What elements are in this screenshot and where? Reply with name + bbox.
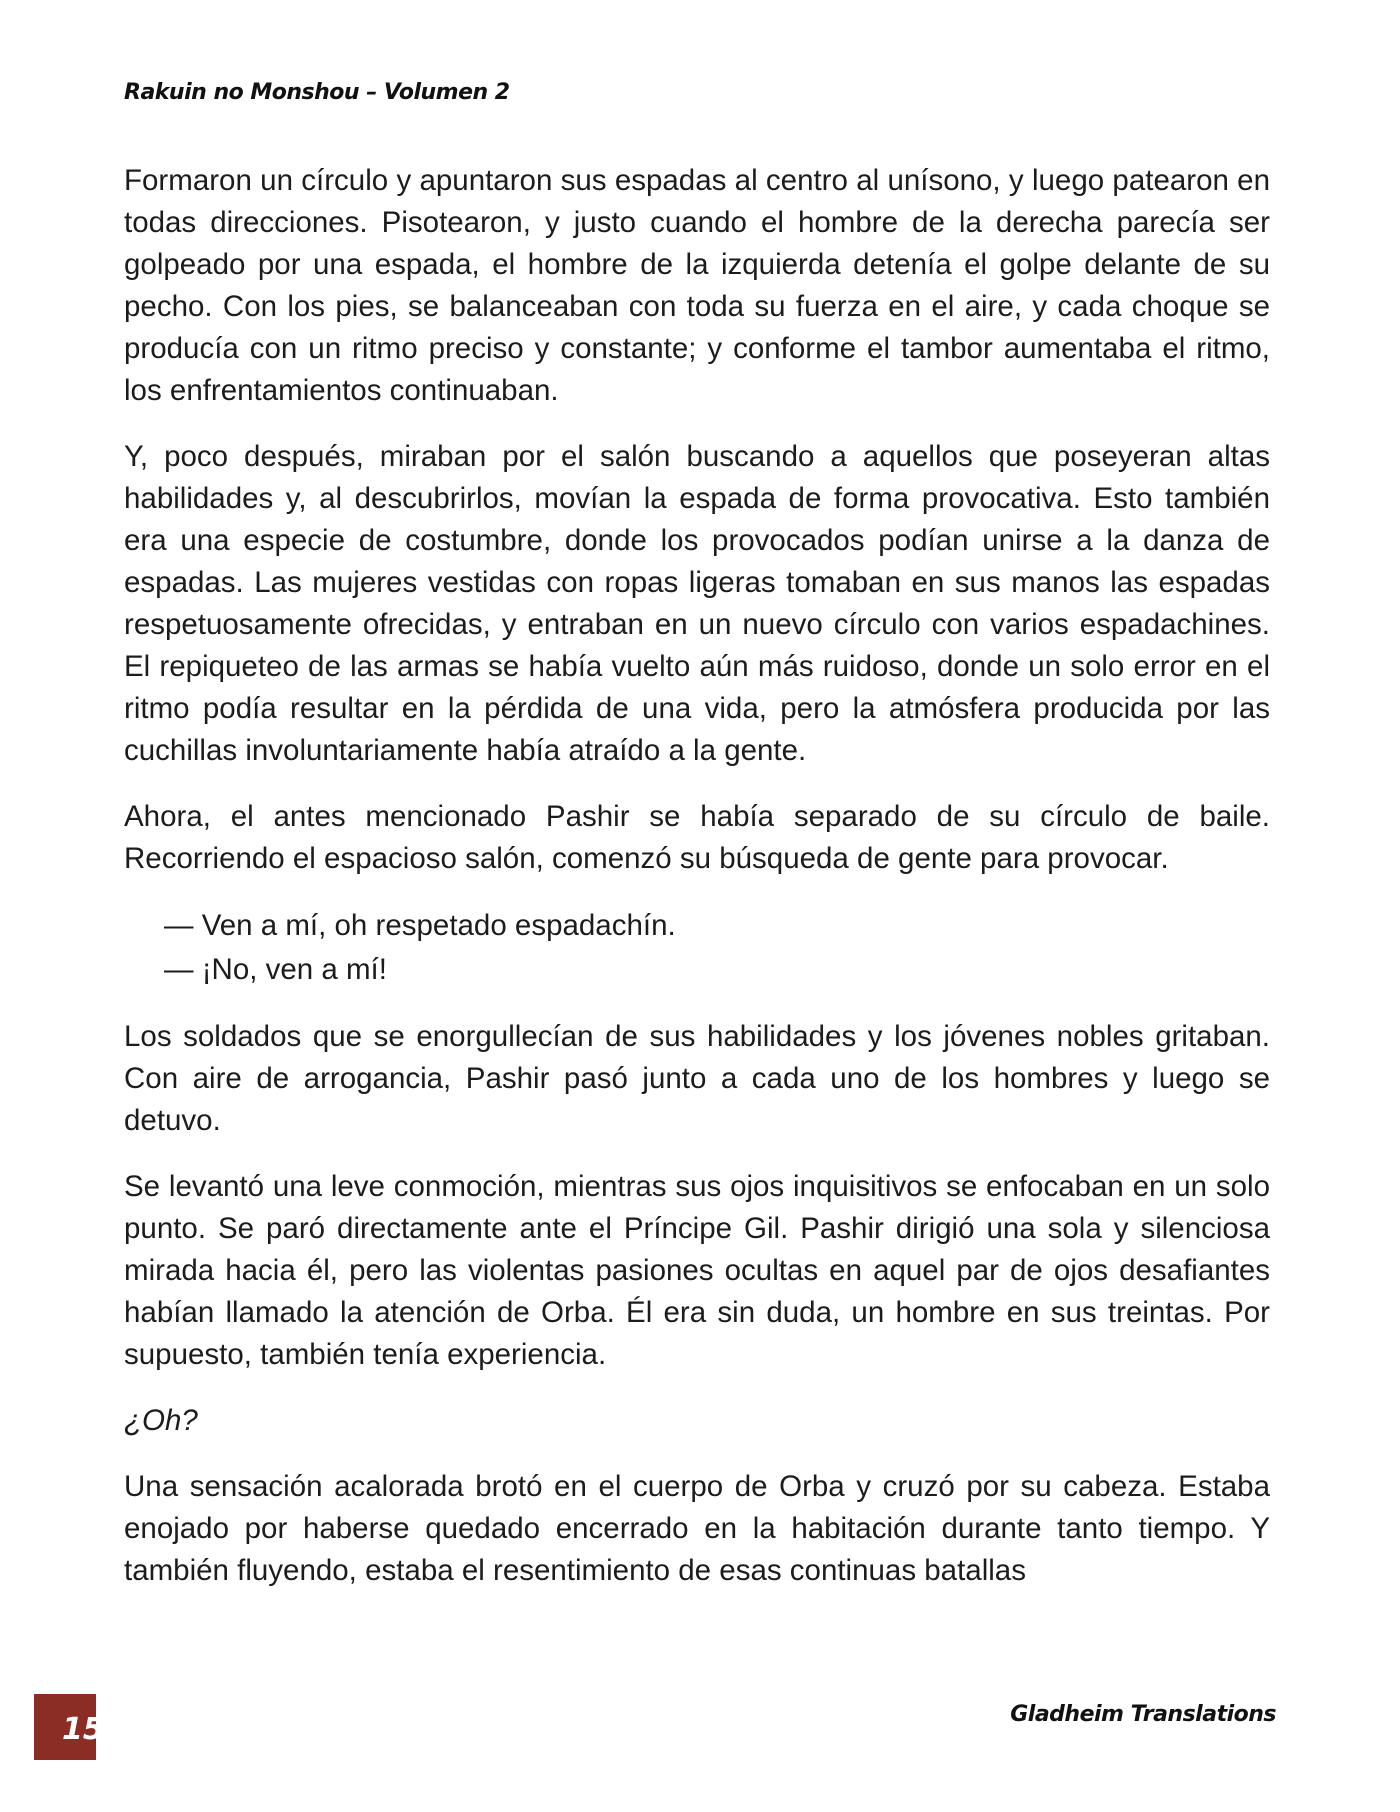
paragraph: Los soldados que se enorgullecían de sus habilidades y los jóvenes nobles gritaban. Con aire de arrogancia, Pashir pasó junto a cada uno de los hombres y luego se detuvo. xyxy=(124,1020,1270,1137)
paragraph: Y, poco después, miraban por el salón buscando a aquellos que poseyeran altas habilidades y, al descubrirlos, movían la espada de forma provocativa. Esto también era una especie de costumbre, donde los provocados podían unirse a la danza de espadas. Las mujeres vestidas con ropas ligeras tomaban en sus manos las espadas respetuosamente ofrecidas, y entraban en un nuevo círculo con varios espadachines. El repiqueteo de las armas se había vuelto aún más ruidoso, donde un solo error en el ritmo podía resultar en la pérdida de una vida, pero la atmósfera producida por las cuchillas involuntariamente había atraído a la gente. xyxy=(124,440,1270,767)
page-number-underline xyxy=(34,1760,96,1762)
page-body xyxy=(124,160,1270,1616)
dialogue-block xyxy=(164,904,1270,992)
dialogue-line: — ¡No, ven a mí! xyxy=(164,953,387,986)
dialogue-line: — Ven a mí, oh respetado espadachín. xyxy=(164,909,676,942)
footer-credit: Gladheim Translations xyxy=(1010,1702,1276,1727)
page-number: 15 xyxy=(62,1712,104,1747)
paragraph: Una sensación acalorada brotó en el cuerpo de Orba y cruzó por su cabeza. Estaba enojado por haberse quedado encerrado en la habitación durante tanto tiempo. Y también fluyendo, estaba el resentimiento de esas continuas batallas xyxy=(124,1470,1270,1587)
paragraph: Ahora, el antes mencionado Pashir se había separado de su círculo de baile. Recorriendo el espacioso salón, comenzó su búsqueda de gente para provocar. xyxy=(124,800,1270,875)
paragraph: Se levantó una leve conmoción, mientras sus ojos inquisitivos se enfocaban en un solo punto. Se paró directamente ante el Príncipe Gil. Pashir dirigió una sola y silenciosa mirada hacia él, pero las violentas pasiones ocultas en aquel par de ojos desafiantes habían llamado la atención de Orba. Él era sin duda, un hombre en sus treintas. Por supuesto, también tenía experiencia. xyxy=(124,1170,1270,1371)
running-header: Rakuin no Monshou – Volumen 2 xyxy=(124,80,510,105)
inner-thought: ¿Oh? xyxy=(124,1404,198,1437)
paragraph: Formaron un círculo y apuntaron sus espadas al centro al unísono, y luego patearon en todas direcciones. Pisotearon, y justo cuando el hombre de la derecha parecía ser golpeado por una espada, el hombre de la izquierda detenía el golpe delante de su pecho. Con los pies, se balanceaban con toda su fuerza en el aire, y cada choque se producía con un ritmo preciso y constante; y conforme el tambor aumentaba el ritmo, los enfrentamientos continuaban. xyxy=(124,164,1270,407)
